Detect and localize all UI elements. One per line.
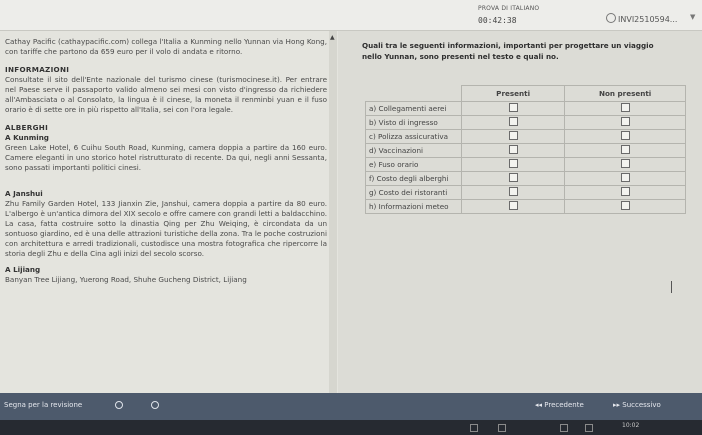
intro-paragraph: Cathay Pacific (cathaypacific.com) collega l'Italia a Kunming nello Yunnan via Hong Kong, con tariffe che partono da 659 euro per il volo di andata e ritorno. [5,37,327,56]
taskbar-app-icon[interactable] [585,424,593,432]
option-label: b) Visto di ingresso [366,116,462,130]
reading-scrollbar[interactable] [329,31,337,393]
kunming-heading: A Kunming [5,133,49,142]
navigation-bar [0,393,702,420]
option-label: f) Costo degli alberghi [366,172,462,186]
taskbar-app-icon[interactable] [560,424,568,432]
janshui-heading: A Janshui [5,189,43,198]
answer-row [366,186,686,200]
answer-row [366,144,686,158]
answer-row [366,200,686,214]
previous-button[interactable]: ◂◂ Precedente [535,401,584,409]
absent-checkbox[interactable] [621,173,630,182]
answer-grid [365,85,686,214]
scroll-up-icon[interactable]: ▲ [330,34,335,41]
answer-row [366,102,686,116]
option-label: d) Vaccinazioni [366,144,462,158]
absent-checkbox[interactable] [621,103,630,112]
option-label: c) Polizza assicurativa [366,130,462,144]
info-heading: INFORMAZIONI [5,65,70,74]
absent-checkbox[interactable] [621,117,630,126]
absent-checkbox[interactable] [621,159,630,168]
mark-for-review-label: Segna per la revisione [4,401,83,409]
answer-row [366,158,686,172]
absent-checkbox[interactable] [621,201,630,210]
hotels-heading: ALBERGHI [5,123,49,132]
review-radio-1[interactable] [115,401,123,409]
option-label: e) Fuso orario [366,158,462,172]
present-checkbox[interactable] [509,187,518,196]
column-header-absent: Non presenti [565,86,686,102]
answer-row [366,130,686,144]
absent-checkbox[interactable] [621,131,630,140]
answer-row [366,172,686,186]
option-label: g) Costo dei ristoranti [366,186,462,200]
taskbar-clock: 10:02 [622,422,640,429]
info-paragraph: Consultate il sito dell'Ente nazionale del turismo cinese (turismocinese.it). Per entrare nel Paese serve il passaporto valido almeno sei mesi con visto d'ingresso da richiedere all'Ambasciata o al Consolato, la lingua è il cinese, la moneta il renminbi yuan e il fuso orario è di sette ore in più rispetto all'Italia, sei con l'ora legale. [5,75,327,114]
exam-timer: 00:42:38 [478,16,517,25]
taskbar-app-icon[interactable] [498,424,506,432]
user-id-label: INVI2510594... [618,15,678,24]
present-checkbox[interactable] [509,173,518,182]
janshui-paragraph: Zhu Family Garden Hotel, 133 Jianxin Zie, Janshui, camera doppia a partire da 80 euro. L'albergo è un'antica dimora del XIX secolo e offre camere con grandi letti a baldacchino. La casa, fatta costruire sotto la dinastia Qing per Zhu Weiqing, è circondata da un sontuoso giardino, ed è una delle attrazioni turistiche della zona. Tra le poche costruzioni con architettura e arredi tradizionali, custodisce una mostra fotografica che ripercorre la storia degli Zhu e della Cina agli inizi del secolo scorso. [5,199,327,258]
present-checkbox[interactable] [509,117,518,126]
present-checkbox[interactable] [509,201,518,210]
user-menu[interactable] [606,13,677,24]
present-checkbox[interactable] [509,159,518,168]
mouse-cursor-icon [671,281,678,293]
answer-row [366,116,686,130]
present-checkbox[interactable] [509,103,518,112]
lijiang-heading: A Lijiang [5,265,41,274]
reading-text-pane[interactable] [0,31,338,393]
taskbar-app-icon[interactable] [470,424,478,432]
present-checkbox[interactable] [509,145,518,154]
question-text: Quali tra le seguenti informazioni, importanti per progettare un viaggio nello Yunnan, sono presenti nel testo e quali no. [362,41,654,61]
exam-header [0,0,702,31]
chevron-down-icon[interactable]: ▼ [690,13,696,21]
lijiang-paragraph: Banyan Tree Lijiang, Yuerong Road, Shuhe Gucheng District, Lijiang [5,275,247,284]
absent-checkbox[interactable] [621,187,630,196]
absent-checkbox[interactable] [621,145,630,154]
os-taskbar [0,420,702,435]
next-button[interactable]: ▸▸ Successivo [613,401,661,409]
option-label: a) Collegamenti aerei [366,102,462,116]
option-label: h) Informazioni meteo [366,200,462,214]
exam-title: PROVA DI ITALIANO [478,5,540,12]
review-radio-2[interactable] [151,401,159,409]
kunming-paragraph: Green Lake Hotel, 6 Cuihu South Road, Kunming, camera doppia a partire da 160 euro. Camere eleganti in uno storico hotel ristrutturato di recente. Da qui, negli anni Sessanta, sono passati importanti politici cinesi. [5,143,327,172]
column-header-present: Presenti [462,86,565,102]
user-icon [606,13,616,23]
present-checkbox[interactable] [509,131,518,140]
